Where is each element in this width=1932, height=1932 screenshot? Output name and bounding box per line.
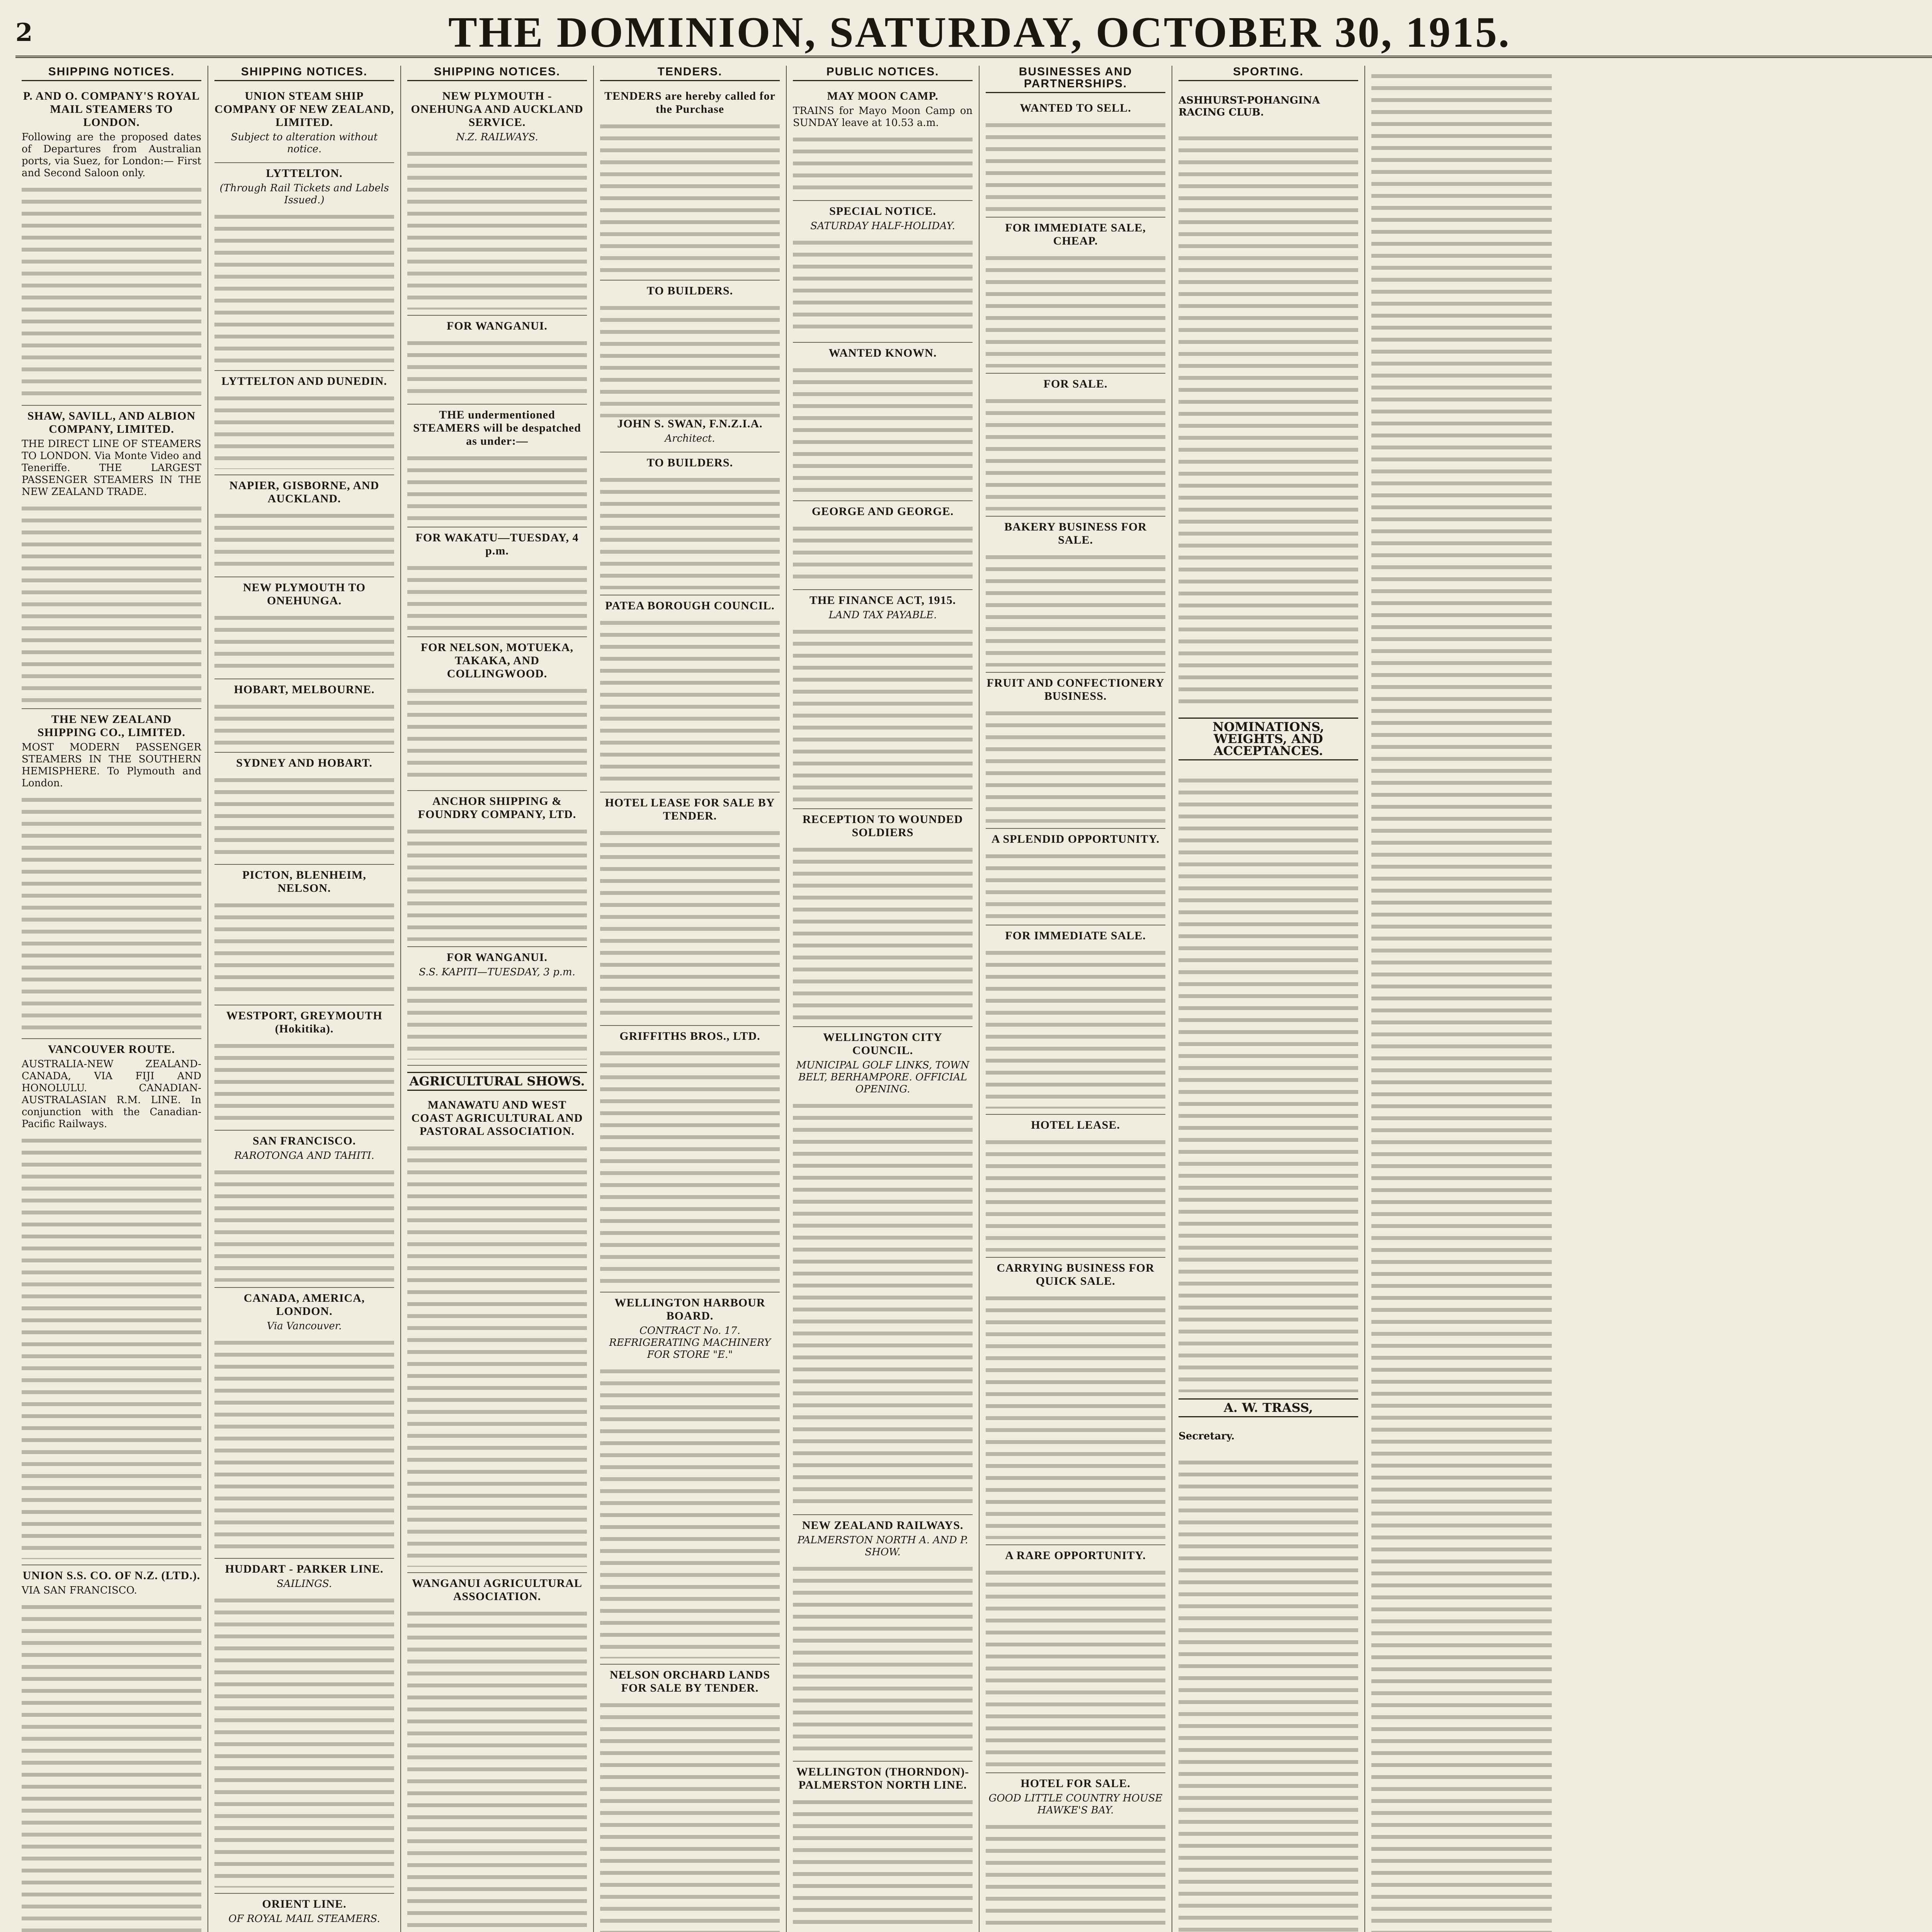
ad-block bbox=[986, 673, 1165, 829]
column-3 bbox=[401, 66, 594, 1932]
ad-block bbox=[407, 1573, 587, 1932]
ad-text: MUNICIPAL GOLF LINKS, TOWN BELT, BERHAMPORE. OFFICIAL OPENING. bbox=[796, 1060, 969, 1095]
ad-block bbox=[407, 316, 587, 405]
ad-title: NEW PLYMOUTH TO ONEHUNGA. bbox=[243, 581, 366, 607]
ad-title: THE FINANCE ACT, 1915. bbox=[810, 594, 956, 607]
ad-block bbox=[22, 1039, 201, 1565]
text-lines bbox=[793, 1099, 973, 1509]
text-lines bbox=[600, 616, 780, 786]
ad-title: UNION STEAM SHIP COMPANY OF NEW ZEALAND, LIMITED. bbox=[214, 90, 394, 129]
ad-title: HUDDART - PARKER LINE. bbox=[225, 1563, 384, 1575]
text-lines bbox=[407, 684, 587, 785]
text-lines bbox=[986, 395, 1165, 510]
ad-text: TRAINS for Mayo Moon Camp on SUNDAY leave at 10.53 a.m. bbox=[793, 105, 973, 129]
ad-block bbox=[214, 475, 394, 577]
ad-title: NELSON ORCHARD LANDS FOR SALE BY TENDER. bbox=[609, 1668, 770, 1694]
ad-title: WESTPORT, GREYMOUTH (Hokitika). bbox=[226, 1009, 383, 1035]
ad-title: WANTED TO SELL. bbox=[1020, 102, 1131, 114]
ad-block bbox=[793, 201, 973, 343]
text-lines bbox=[22, 793, 201, 1033]
text-lines bbox=[600, 1699, 780, 1932]
ad-block bbox=[600, 452, 780, 595]
text-lines bbox=[600, 473, 780, 589]
text-lines bbox=[1179, 1456, 1358, 1932]
ad-title: VANCOUVER ROUTE. bbox=[48, 1043, 175, 1056]
ad-title: FOR WANGANUI. bbox=[447, 951, 548, 964]
text-lines bbox=[22, 502, 201, 703]
ad-title: FOR SALE. bbox=[1043, 378, 1108, 390]
column-heading: PUBLIC NOTICES. bbox=[793, 66, 973, 81]
column-heading: SHIPPING NOTICES. bbox=[214, 66, 394, 81]
ad-text: PALMERSTON NORTH A. AND P. SHOW. bbox=[797, 1534, 968, 1558]
text-lines bbox=[22, 1600, 201, 1932]
column-heading: SHIPPING NOTICES. bbox=[22, 66, 201, 81]
ad-block bbox=[600, 1026, 780, 1293]
text-lines bbox=[986, 850, 1165, 919]
text-lines bbox=[214, 1929, 394, 1932]
section-title: AGRICULTURAL SHOWS. bbox=[407, 1072, 587, 1091]
text-lines bbox=[407, 337, 587, 398]
ad-block bbox=[986, 517, 1165, 673]
ad-block bbox=[793, 1027, 973, 1515]
ad-text: Architect. bbox=[665, 433, 715, 444]
ad-block bbox=[793, 590, 973, 809]
text-lines bbox=[214, 899, 394, 999]
ad-text: SATURDAY HALF-HOLIDAY. bbox=[810, 220, 955, 232]
text-lines bbox=[22, 1134, 201, 1559]
column-4 bbox=[594, 66, 787, 1932]
ad-block bbox=[407, 405, 587, 527]
page-number: 2 bbox=[15, 18, 33, 47]
column-heading: SPORTING. bbox=[1179, 66, 1358, 81]
ad-block bbox=[407, 947, 587, 1066]
ad-block bbox=[986, 98, 1165, 218]
text-lines bbox=[793, 133, 973, 195]
ad-block bbox=[986, 1258, 1165, 1545]
ad-block bbox=[986, 925, 1165, 1115]
ad-block bbox=[600, 793, 780, 1026]
ad-block bbox=[986, 829, 1165, 925]
ad-title: UNION S.S. CO. OF N.Z. (LTD.). bbox=[22, 1569, 201, 1582]
ad-block bbox=[214, 679, 394, 753]
ad-title: NEW ZEALAND RAILWAYS. bbox=[802, 1519, 964, 1532]
ad-block bbox=[214, 86, 394, 163]
ad-title: SPECIAL NOTICE. bbox=[829, 205, 936, 218]
ad-text: Via Vancouver. bbox=[267, 1320, 342, 1332]
ad-title: TO BUILDERS. bbox=[646, 456, 733, 469]
ad-block bbox=[986, 1115, 1165, 1258]
ad-block bbox=[986, 1545, 1165, 1773]
text-lines bbox=[986, 707, 1165, 823]
ad-text: VIA SAN FRANCISCO. bbox=[22, 1585, 137, 1596]
ad-block bbox=[214, 865, 394, 1005]
text-lines bbox=[407, 1607, 587, 1932]
text-lines bbox=[214, 611, 394, 673]
text-lines bbox=[214, 1594, 394, 1888]
text-lines bbox=[214, 1336, 394, 1553]
ad-block bbox=[793, 1762, 973, 1932]
text-lines bbox=[407, 561, 587, 631]
text-lines bbox=[793, 1796, 973, 1932]
ad-block bbox=[600, 1293, 780, 1665]
ad-block bbox=[214, 1288, 394, 1559]
ad-block bbox=[214, 1005, 394, 1131]
text-lines bbox=[407, 452, 587, 521]
text-lines bbox=[214, 774, 394, 859]
article bbox=[1179, 95, 1358, 712]
ad-title: MANAWATU AND WEST COAST AGRICULTURAL AND PASTORAL ASSOCIATION. bbox=[411, 1099, 583, 1138]
ad-title: WELLINGTON HARBOUR BOARD. bbox=[614, 1296, 765, 1322]
column-6 bbox=[980, 66, 1172, 1932]
ad-block bbox=[214, 163, 394, 371]
section-title: NOMINATIONS, WEIGHTS, AND ACCEPTANCES. bbox=[1179, 718, 1358, 760]
ad-title: FRUIT AND CONFECTIONERY BUSINESS. bbox=[986, 677, 1165, 702]
text-lines bbox=[407, 147, 587, 310]
text-lines bbox=[600, 827, 780, 1020]
text-lines bbox=[407, 825, 587, 941]
article-title: Secretary. bbox=[1179, 1430, 1235, 1442]
ad-text: OF ROYAL MAIL STEAMERS. bbox=[228, 1913, 380, 1925]
ad-block bbox=[986, 1773, 1165, 1932]
ad-title: HOTEL LEASE. bbox=[1031, 1119, 1120, 1131]
ad-block bbox=[600, 281, 780, 452]
column-7 bbox=[1172, 66, 1365, 1932]
ad-title: FOR WAKATU—TUESDAY, 4 p.m. bbox=[415, 531, 579, 557]
ad-text: N.Z. RAILWAYS. bbox=[456, 131, 538, 143]
ad-title: A RARE OPPORTUNITY. bbox=[1005, 1549, 1146, 1562]
ad-title: SAN FRANCISCO. bbox=[252, 1134, 356, 1147]
ad-signature: JOHN S. SWAN, F.N.Z.I.A. bbox=[617, 417, 763, 430]
ad-title: PATEA BOROUGH COUNCIL. bbox=[605, 599, 775, 612]
ad-text: Subject to alteration without notice. bbox=[231, 131, 378, 155]
ad-title: GEORGE AND GEORGE. bbox=[811, 505, 954, 518]
ad-block bbox=[600, 595, 780, 793]
ad-block bbox=[22, 86, 201, 406]
ad-text: AUSTRALIA-NEW ZEALAND-CANADA, VIA FIJI AND HONOLULU. CANADIAN-AUSTRALASIAN R.M. LINE. In conjunction with the Canadian-Pacific Railways. bbox=[22, 1058, 201, 1130]
ad-title: FOR IMMEDIATE SALE, CHEAP. bbox=[1005, 221, 1146, 247]
ad-title: SYDNEY AND HOBART. bbox=[236, 757, 372, 769]
ad-block bbox=[407, 86, 587, 316]
ad-block bbox=[214, 1559, 394, 1894]
ad-text: SAILINGS. bbox=[276, 1578, 332, 1590]
ad-title: TENDERS are hereby called for the Purchase bbox=[604, 90, 776, 116]
text-lines bbox=[1179, 774, 1358, 1392]
ad-title: THE undermentioned STEAMERS will be despatched as under:— bbox=[413, 408, 581, 447]
ad-block bbox=[214, 1131, 394, 1288]
ad-title: FOR WANGANUI. bbox=[447, 320, 548, 332]
ad-text: LAND TAX PAYABLE. bbox=[828, 609, 937, 621]
text-lines bbox=[986, 119, 1165, 211]
ad-block bbox=[793, 1515, 973, 1762]
ad-title: BAKERY BUSINESS FOR SALE. bbox=[1004, 520, 1147, 546]
ad-title: TO BUILDERS. bbox=[646, 284, 733, 297]
text-lines bbox=[214, 210, 394, 365]
masthead bbox=[15, 9, 1932, 58]
ad-block bbox=[600, 1665, 780, 1932]
columns bbox=[15, 66, 1932, 1932]
text-lines bbox=[600, 120, 780, 274]
text-lines bbox=[986, 1136, 1165, 1252]
ad-title: SHAW, SAVILL, AND ALBION COMPANY, LIMITED. bbox=[27, 410, 196, 435]
ad-title: HOTEL LEASE FOR SALE BY TENDER. bbox=[605, 796, 775, 822]
ad-title: WANGANUI AGRICULTURAL ASSOCIATION. bbox=[412, 1577, 582, 1603]
ad-block bbox=[22, 406, 201, 709]
ad-block bbox=[214, 371, 394, 475]
ad-title: LYTTELTON. bbox=[266, 167, 343, 180]
text-lines bbox=[600, 1365, 780, 1658]
text-lines bbox=[1371, 70, 1552, 1932]
text-lines bbox=[214, 1166, 394, 1282]
ad-text: RAROTONGA AND TAHITI. bbox=[234, 1150, 374, 1162]
text-lines bbox=[793, 625, 973, 803]
section-title: A. W. TRASS, bbox=[1179, 1398, 1358, 1417]
text-lines bbox=[407, 982, 587, 1060]
text-lines bbox=[22, 183, 201, 400]
text-lines bbox=[407, 1142, 587, 1567]
text-lines bbox=[986, 1292, 1165, 1539]
text-lines bbox=[214, 700, 394, 747]
ad-title: WELLINGTON CITY COUNCIL. bbox=[823, 1031, 942, 1057]
ad-title: GRIFFITHS BROS., LTD. bbox=[619, 1030, 760, 1043]
page-title: THE DOMINION, SATURDAY, OCTOBER 30, 1915. bbox=[448, 8, 1511, 56]
text-lines bbox=[793, 1562, 973, 1755]
ad-title: LYTTELTON AND DUNEDIN. bbox=[221, 375, 387, 388]
ad-title: A SPLENDID OPPORTUNITY. bbox=[991, 833, 1160, 845]
text-lines bbox=[793, 843, 973, 1021]
text-lines bbox=[793, 522, 973, 584]
ad-block bbox=[793, 501, 973, 590]
ad-title: RECEPTION TO WOUNDED SOLDIERS bbox=[802, 813, 963, 839]
column-heading: SHIPPING NOTICES. bbox=[407, 66, 587, 81]
ad-text: MOST MODERN PASSENGER STEAMERS IN THE SOUTHERN HEMISPHERE. To Plymouth and London. bbox=[22, 742, 201, 789]
ad-text: S.S. KAPITI—TUESDAY, 3 p.m. bbox=[419, 966, 575, 978]
text-lines bbox=[793, 236, 973, 337]
column-heading: TENDERS. bbox=[600, 66, 780, 81]
ad-title: THE NEW ZEALAND SHIPPING CO., LIMITED. bbox=[37, 713, 185, 739]
ad-title: ORIENT LINE. bbox=[262, 1898, 347, 1910]
ad-title: MAY MOON CAMP. bbox=[827, 90, 939, 102]
ad-block bbox=[407, 527, 587, 637]
text-lines bbox=[793, 364, 973, 495]
article-title: ASHHURST-POHANGINA RACING CLUB. bbox=[1179, 94, 1320, 118]
column-1 bbox=[15, 66, 208, 1932]
column-5 bbox=[787, 66, 980, 1932]
ad-title: HOBART, MELBOURNE. bbox=[234, 683, 375, 696]
ad-text: GOOD LITTLE COUNTRY HOUSE HAWKE'S BAY. bbox=[988, 1793, 1163, 1816]
ad-title: PICTON, BLENHEIM, NELSON. bbox=[242, 869, 366, 895]
ad-block bbox=[793, 86, 973, 201]
ad-block bbox=[22, 1565, 201, 1932]
ad-block bbox=[793, 809, 973, 1027]
ad-title: ANCHOR SHIPPING & FOUNDRY COMPANY, LTD. bbox=[418, 795, 577, 821]
text-lines bbox=[986, 252, 1165, 367]
text-lines bbox=[600, 1047, 780, 1286]
ad-block bbox=[214, 1894, 394, 1932]
text-lines bbox=[986, 1820, 1165, 1932]
ad-title: WELLINGTON (THORNDON)-PALMERSTON NORTH LINE. bbox=[796, 1765, 969, 1791]
ad-title: CARRYING BUSINESS FOR QUICK SALE. bbox=[997, 1262, 1155, 1287]
text-lines bbox=[986, 946, 1165, 1109]
text-lines bbox=[214, 392, 394, 469]
column-2 bbox=[208, 66, 401, 1932]
ad-block bbox=[986, 218, 1165, 374]
ad-text: Following are the proposed dates of Departures from Australian ports, via Suez, for London:— First and Second Saloon only. bbox=[22, 131, 201, 179]
text-lines bbox=[986, 551, 1165, 667]
text-lines bbox=[214, 509, 394, 571]
ad-text: THE DIRECT LINE OF STEAMERS TO LONDON. Via Monte Video and Teneriffe. THE LARGEST PASSENGER STEAMERS IN THE NEW ZEALAND TRADE. bbox=[22, 438, 201, 498]
ad-block bbox=[793, 343, 973, 501]
column-8 bbox=[1365, 66, 1558, 1932]
ad-title: NAPIER, GISBORNE, AND AUCKLAND. bbox=[229, 479, 379, 505]
ad-title: NEW PLYMOUTH - ONEHUNGA AND AUCKLAND SERVICE. bbox=[411, 90, 583, 129]
ad-block bbox=[407, 791, 587, 947]
text-lines bbox=[214, 1039, 394, 1124]
text-lines bbox=[600, 301, 780, 417]
ad-block bbox=[600, 86, 780, 281]
ad-title: P. AND O. COMPANY'S ROYAL MAIL STEAMERS TO LONDON. bbox=[23, 90, 200, 129]
text-lines bbox=[986, 1566, 1165, 1767]
ad-block bbox=[214, 577, 394, 679]
article bbox=[1179, 1430, 1358, 1932]
ad-block bbox=[214, 753, 394, 865]
ad-block bbox=[22, 709, 201, 1039]
article bbox=[1179, 774, 1358, 1392]
ad-title: HOTEL FOR SALE. bbox=[1020, 1777, 1131, 1790]
ad-text: (Through Rail Tickets and Labels Issued.) bbox=[219, 182, 389, 206]
ad-block bbox=[986, 374, 1165, 517]
ad-title: CANADA, AMERICA, LONDON. bbox=[243, 1292, 365, 1318]
ad-title: FOR IMMEDIATE SALE. bbox=[1005, 929, 1146, 942]
ad-block bbox=[407, 637, 587, 791]
ad-text: CONTRACT No. 17. REFRIGERATING MACHINERY FOR STORE "E." bbox=[609, 1325, 771, 1361]
text-lines bbox=[1179, 132, 1358, 711]
ad-title: WANTED KNOWN. bbox=[828, 347, 937, 359]
ad-block bbox=[407, 1095, 587, 1573]
ad-title: FOR NELSON, MOTUEKA, TAKAKA, AND COLLINGWOOD. bbox=[420, 641, 574, 680]
column-heading: BUSINESSES AND PARTNERSHIPS. bbox=[986, 66, 1165, 93]
